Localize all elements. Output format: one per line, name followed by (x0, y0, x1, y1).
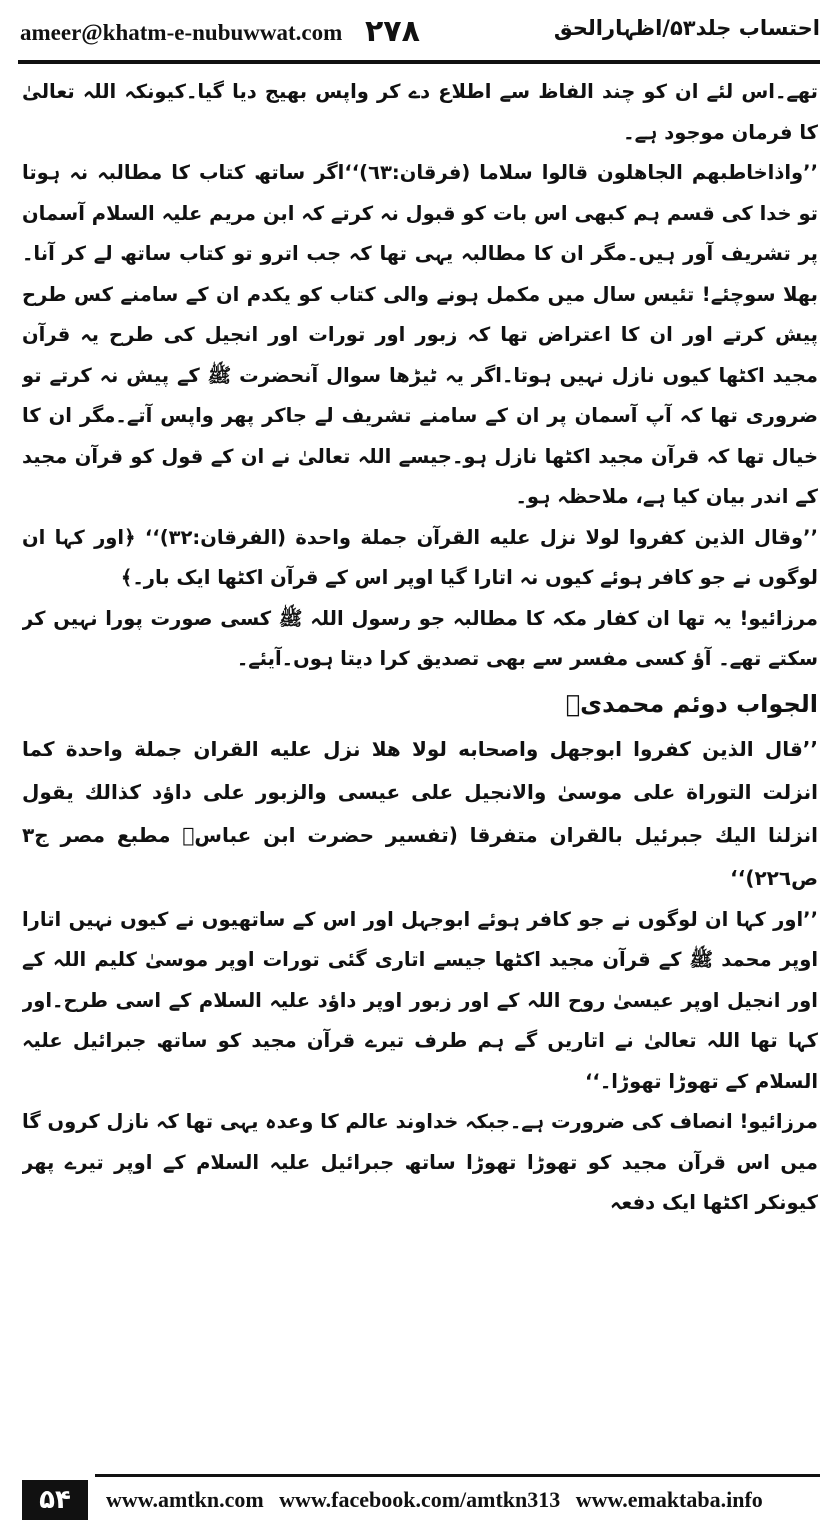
header-rule (18, 60, 820, 64)
footer-link-facebook[interactable]: www.facebook.com/amtkn313 (279, 1487, 561, 1512)
header-book-title: احتساب جلد۵۳/اظہارالحق (553, 16, 820, 40)
page-header (20, 14, 820, 54)
page-body (22, 72, 818, 1467)
footer-links (106, 1487, 820, 1513)
paragraph-translation: ’’اور کہا ان لوگوں نے جو کافر ہوئے ابوجہل اور اس کے ساتھیوں نے کیوں نہیں اتارا اوپر محمد ﷺ کے قرآن مجید اکٹھا جیسے اتاری گئی تورات اوپر موسیٰ کلیم اللہ کے اور انجیل اوپر عیسیٰ روح اللہ کے اور زبور اوپر داؤد علیہ السلام کے اسی طرح۔اور کہا تھا اللہ تعالیٰ نے اتاریں گے ہم طرف تیرے قرآن مجید کو ساتھ جبرائیل علیہ السلام کے تھوڑا تھوڑا۔‘‘ (22, 907, 818, 1093)
paragraph-conclusion: مرزائیو! انصاف کی ضرورت ہے۔جبکہ خداوند عالم کا وعدہ یہی تھا کہ نازل کروں گا میں اس قرآن مجید کو تھوڑا تھوڑا ساتھ جبرائیل علیہ السلام کے اوپر تیرے پھر کیونکر اکٹھا ایک دفعہ (22, 1110, 818, 1214)
paragraph-quran-verse: ’’وقال الذين كفروا لولا نزل عليه القرآن جملة واحدة (الفرقان:٣٢)‘‘ ﴿اور کہا ان لوگوں نے جو کافر ہوئے کیوں نہ اتارا گیا اوپر اس کے قرآن اکٹھا ایک بار۔﴾ (22, 525, 818, 589)
paragraph-intro: تھے۔اس لئے ان کو چند الفاظ سے اطلاع دے کر واپس بھیج دیا گیا۔کیونکہ اللہ تعالیٰ کا فرمان موجود ہے۔ (22, 80, 818, 144)
header-email: ameer@khatm-e-nubuwwat.com (20, 20, 343, 45)
paragraph-arabic-tafsir: ’’قال الذين كفروا ابوجهل واصحابه لولا هلا نزل عليه القران جملة واحدة كما انزلت التوراة على موسىٰ والانجيل على عيسى والزبور على داؤد كذالك يقول انزلنا اليك جبرئيل بالقران متفرقا (تفسير حضرت ابن عباسؓ مطبع مصر ج٣ ص٢٢٦)‘‘ (22, 736, 818, 890)
section-heading: الجواب دوئم محمدیؐ (565, 689, 818, 718)
paragraph-furqan-quote: ’’واذاخاطبهم الجاهلون قالوا سلاما (فرقان:٦٣)‘‘اگر ساتھ کتاب کا مطالبہ نہ ہوتا تو خدا کی قسم ہم کبھی اس بات کو قبول نہ کرتے کہ ابن مریم علیہ السلام آسمان پر تشریف آور ہیں۔مگر ان کا مطالبہ یہی تھا کہ جب اترو تو کتاب ساتھ لے کر آنا۔ بھلا سوچئے! تئیس سال میں مکمل ہونے والی کتاب کو یکدم ان کے سامنے کس طرح پیش کرتے اور ان کا اعتراض تھا کہ زبور اور تورات اور انجیل کی طرح یہ قرآن مجید اکٹھا کیوں نازل نہیں ہوتا۔اگر یہ ٹیڑھا سوال آنحضرت ﷺ کے پیش نہ کرتے تو ضروری تھا کہ آپ آسمان پر ان کے سامنے تشریف لے جاکر پھر واپس آتے۔مگر ان کا خیال تھا کہ قرآن مجید اکٹھا نازل ہو۔جیسے اللہ تعالیٰ نے ان کے قول کو قرآن مجید کے اندر بیان کیا ہے، ملاحظہ ہو۔ (22, 161, 818, 508)
footer-page-number: ۵۴ (22, 1480, 88, 1520)
footer-rule (95, 1474, 820, 1477)
paragraph-address: مرزائیو! یہ تھا ان کفار مکہ کا مطالبہ جو رسول اللہ ﷺ کسی صورت پورا نہیں کر سکتے تھے۔ آؤ کسی مفسر سے بھی تصدیق کرا دیتا ہوں۔آیئے۔ (22, 606, 818, 670)
header-page-number: ۲۷۸ (365, 14, 420, 49)
footer-link-emaktaba[interactable]: www.emaktaba.info (575, 1487, 763, 1512)
footer-link-amtkn[interactable]: www.amtkn.com (106, 1487, 264, 1512)
